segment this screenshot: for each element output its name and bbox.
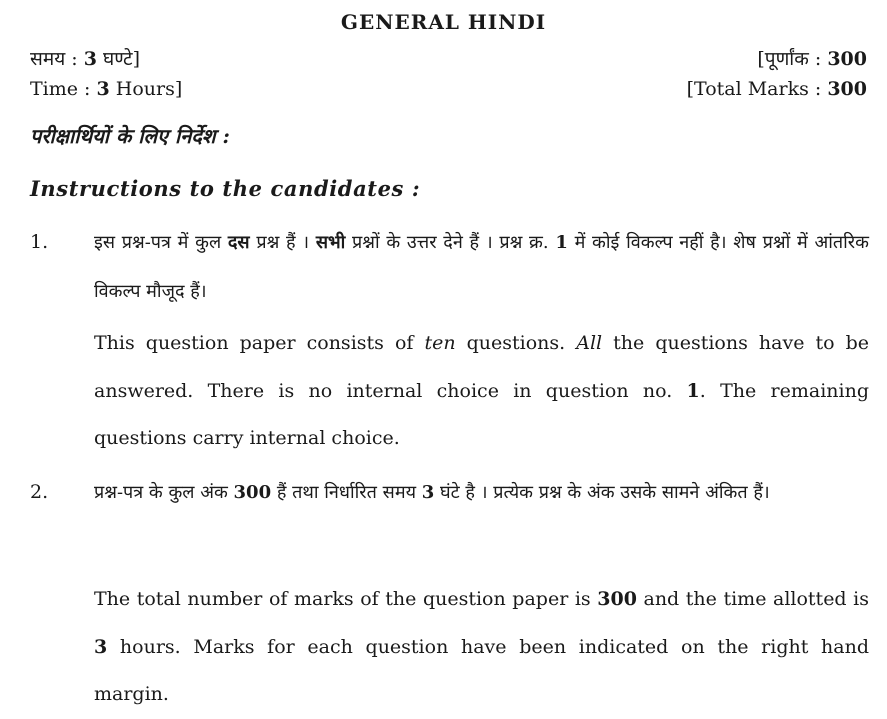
time-english-value: 3 (96, 78, 110, 100)
instruction-number: 2. (30, 481, 49, 503)
time-hindi-value: 3 (83, 48, 97, 70)
marks-english-label: [Total Marks : (686, 78, 822, 100)
instruction-1-english: This question paper consists of ten questions. All the questions have to be answered. There is no internal choice in question no. 1. The remaining questions carry internal choice. (94, 332, 870, 449)
instructions-heading-english: Instructions to the candidates : (30, 176, 421, 201)
instruction-1-hindi: इस प्रश्न-पत्र में कुल दस प्रश्न हैं । सभी प्रश्नों के उत्तर देने हैं । प्रश्न क्र. 1 में कोई विकल्प नहीं है। शेष प्रश्नों में आंतरिक विकल्प मौजूद हैं। (94, 232, 869, 302)
time-english (30, 74, 182, 104)
marks-hindi-value: 300 (827, 48, 867, 70)
time-block (30, 44, 182, 104)
time-english-unit: Hours] (115, 78, 183, 100)
marks-english-value: 300 (827, 78, 867, 100)
marks-block (687, 44, 867, 104)
page-title: GENERAL HINDI (340, 10, 547, 34)
time-hindi: समय : 3 घण्टे] (30, 48, 141, 70)
time-hindi-unit: घण्टे] (103, 48, 141, 70)
marks-english (687, 74, 867, 104)
instruction-number: 1. (30, 231, 49, 253)
time-hindi-label: समय (30, 48, 66, 70)
instruction-2-hindi: प्रश्न-पत्र के कुल अंक 300 हैं तथा निर्धारित समय 3 घंटे है । प्रत्येक प्रश्न के अंक उसके सामने अंकित हैं। (94, 482, 770, 503)
instructions-heading-hindi: परीक्षार्थियों के लिए निर्देश : (30, 124, 230, 148)
marks-hindi-label: [पूर्णांक (757, 48, 809, 70)
instruction-2-english: The total number of marks of the question paper is 300 and the time allotted is 3 hours. Marks for each question have been indicated on the right hand margin. (94, 588, 869, 705)
time-english-label: Time : (30, 78, 91, 100)
marks-hindi: [पूर्णांक : 300 (757, 48, 867, 70)
